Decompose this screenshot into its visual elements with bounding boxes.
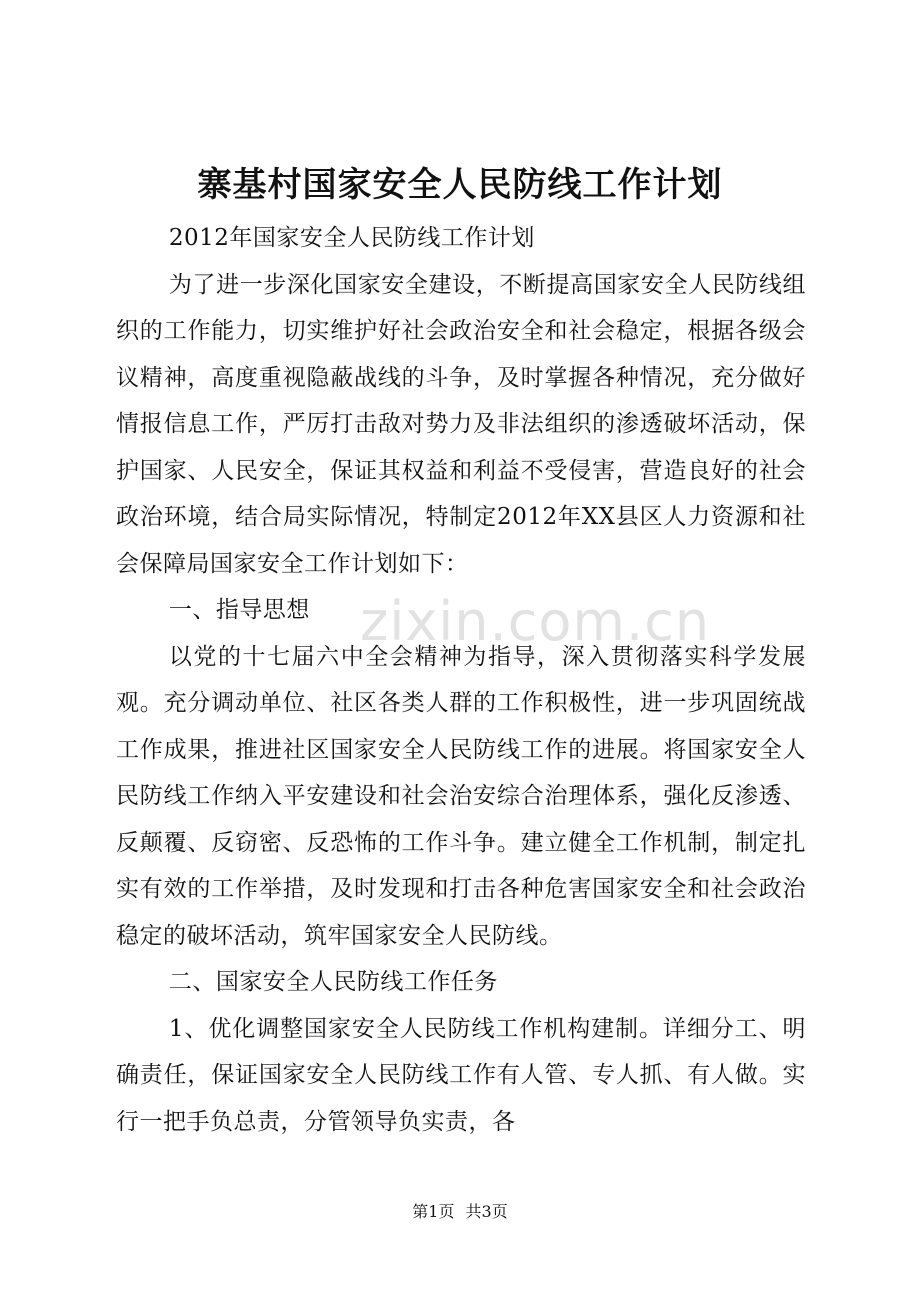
page-footer bbox=[0, 1200, 920, 1224]
document-title: 寨基村国家安全人民防线工作计划 bbox=[197, 165, 723, 205]
section-heading-tasks: 二、国家安全人民防线工作任务 bbox=[168, 969, 498, 995]
document-body bbox=[116, 215, 806, 1145]
paragraph-task-1: 1、优化调整国家安全人民防线工作机构建制。详细分工、明确责任，保证国家安全人民防线工作有人管、专人抓、有人做。实行一把手负总责，分管领导负实责，各 bbox=[116, 1015, 806, 1135]
page-total: 共3页 bbox=[465, 1202, 508, 1221]
section-heading-guiding-ideology: 一、指导思想 bbox=[168, 597, 310, 623]
paragraph-guiding-ideology: 以党的十七届六中全会精神为指导，深入贯彻落实科学发展观。充分调动单位、社区各类人群的工作积极性，进一步巩固统战工作成果，推进社区国家安全人民防线工作的进展。将国家安全人民防线工作纳入平安建设和社会治安综合治理体系，强化反渗透、反颠覆、反窃密、反恐怖的工作斗争。建立健全工作机制，制定扎实有效的工作举措，及时发现和打击各种危害国家安全和社会政治稳定的破坏活动，筑牢国家安全人民防线。 bbox=[116, 643, 806, 949]
paragraph-intro: 为了进一步深化国家安全建设，不断提高国家安全人民防线组织的工作能力，切实维护好社会政治安全和社会稳定，根据各级会议精神，高度重视隐蔽战线的斗争，及时掌握各种情况，充分做好情报信息工作，严厉打击敌对势力及非法组织的渗透破坏活动，保护国家、人民安全，保证其权益和利益不受侵害，营造良好的社会政治环境，结合局实际情况，特制定2012年XX县区人力资源和社会保障局国家安全工作计划如下： bbox=[116, 271, 806, 577]
watermark: zixin.com.cn bbox=[360, 590, 711, 653]
paragraph-subtitle: 2012年国家安全人民防线工作计划 bbox=[168, 225, 535, 251]
page-number: 第1页 bbox=[412, 1202, 455, 1221]
